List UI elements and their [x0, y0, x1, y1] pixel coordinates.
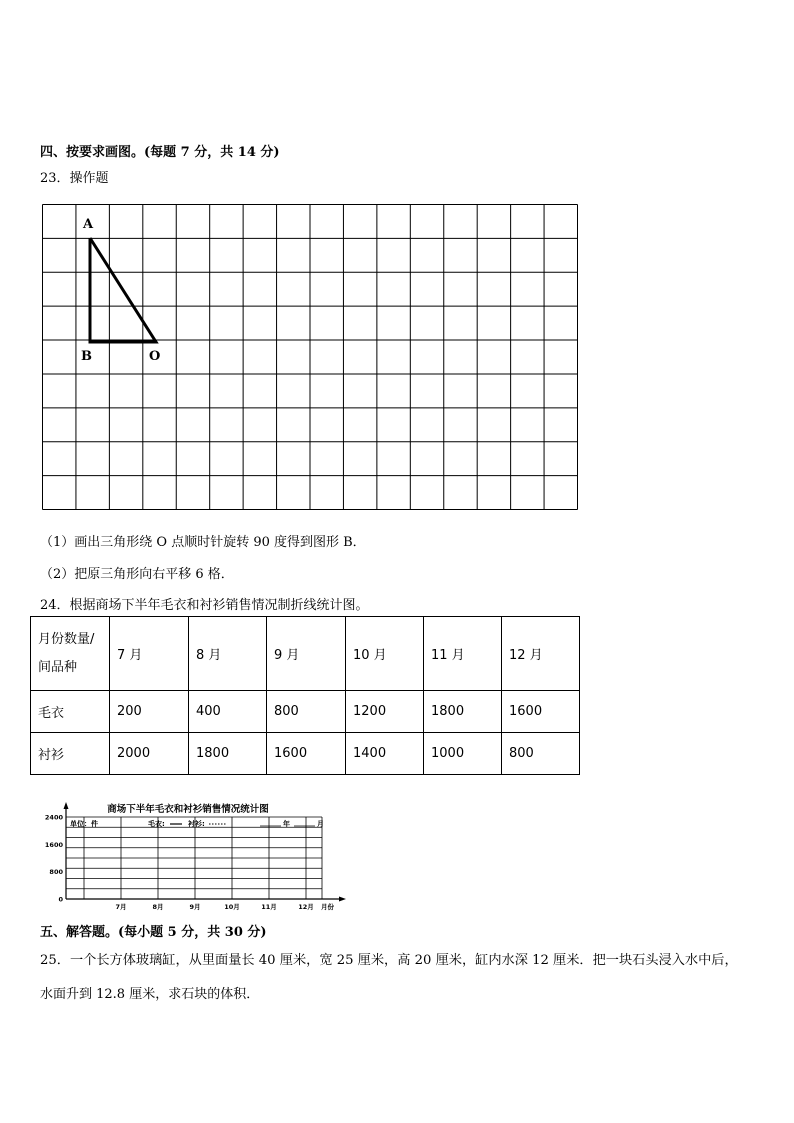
row-label: 毛衣 — [31, 691, 110, 733]
x-tick-label: 12月 — [298, 903, 314, 911]
month-header: 11 月 — [424, 617, 502, 691]
row-label: 衬衫 — [31, 733, 110, 775]
triangle-abo — [90, 238, 156, 342]
chart-unit: 单位：件 — [70, 820, 98, 828]
month-header: 9 月 — [267, 617, 346, 691]
q25-line2: 水面升到 12.8 厘米，求石块的体积． — [40, 987, 260, 1002]
q23-part2: （2）把原三角形向右平移 6 格． — [40, 567, 234, 582]
month-header: 8 月 — [189, 617, 267, 691]
table-row — [31, 691, 580, 733]
table-cell: 1200 — [346, 691, 424, 733]
label-b: B — [81, 349, 92, 364]
x-tick-label: 11月 — [261, 903, 277, 911]
x-tick-label: 9月 — [189, 903, 201, 911]
q23-part1: （1）画出三角形绕 O 点顺时针旋转 90 度得到图形 B． — [40, 535, 366, 550]
table-cell: 200 — [110, 691, 189, 733]
table-cell: 400 — [189, 691, 267, 733]
table-header-row — [31, 617, 580, 691]
section4-heading: 四、按要求画图。(每题 7 分，共 14 分) — [40, 145, 280, 160]
month-header: 10 月 — [346, 617, 424, 691]
table-row — [31, 733, 580, 775]
date-year: 年 — [283, 820, 290, 828]
table-corner-header — [31, 617, 110, 691]
month-header: 12 月 — [502, 617, 580, 691]
x-tick-label: 10月 — [224, 903, 240, 911]
table-cell: 800 — [502, 733, 580, 775]
q24-title: 24．根据商场下半年毛衣和衬衫销售情况制折线统计图。 — [40, 598, 369, 613]
month-header: 7 月 — [110, 617, 189, 691]
y-tick-label: 1600 — [44, 840, 63, 849]
q23-title: 23．操作题 — [40, 171, 109, 186]
y-axis-arrow — [64, 802, 69, 809]
label-a: A — [83, 217, 94, 232]
drawing-grid — [42, 204, 578, 510]
table-cell: 1600 — [267, 733, 346, 775]
table-cell: 800 — [267, 691, 346, 733]
table-cell: 1800 — [189, 733, 267, 775]
corner-line1: 月份数量/ — [38, 631, 95, 647]
q25-line1: 25．一个长方体玻璃缸，从里面量长 40 厘米，宽 25 厘米，高 20 厘米，缸内水深 12 厘米．把一块石头浸入水中后， — [40, 953, 738, 968]
sales-table — [30, 616, 580, 775]
date-month: 月 — [317, 820, 324, 828]
table-cell: 1600 — [502, 691, 580, 733]
table-cell: 1000 — [424, 733, 502, 775]
legend-sweater: 毛衣: — [148, 820, 165, 828]
sales-line-chart — [28, 800, 358, 916]
corner-line2: 间品种 — [38, 659, 78, 675]
table-cell: 1400 — [346, 733, 424, 775]
legend-shirt: 衬衫: — [188, 820, 205, 828]
table-cell: 1800 — [424, 691, 502, 733]
y-tick-label: 2400 — [44, 813, 63, 822]
y-tick-label: 800 — [49, 868, 63, 877]
x-axis-unit: 月份 — [321, 903, 334, 911]
x-tick-label: 8月 — [152, 903, 164, 911]
chart-title: 商场下半年毛衣和衬衫销售情况统计图 — [107, 804, 269, 815]
y-tick-label: 0 — [58, 895, 63, 904]
x-axis-arrow — [339, 897, 346, 902]
section5-heading: 五、解答题。(每小题 5 分，共 30 分) — [40, 925, 267, 940]
x-tick-label: 7月 — [115, 903, 127, 911]
label-o: O — [149, 349, 161, 364]
table-cell: 2000 — [110, 733, 189, 775]
